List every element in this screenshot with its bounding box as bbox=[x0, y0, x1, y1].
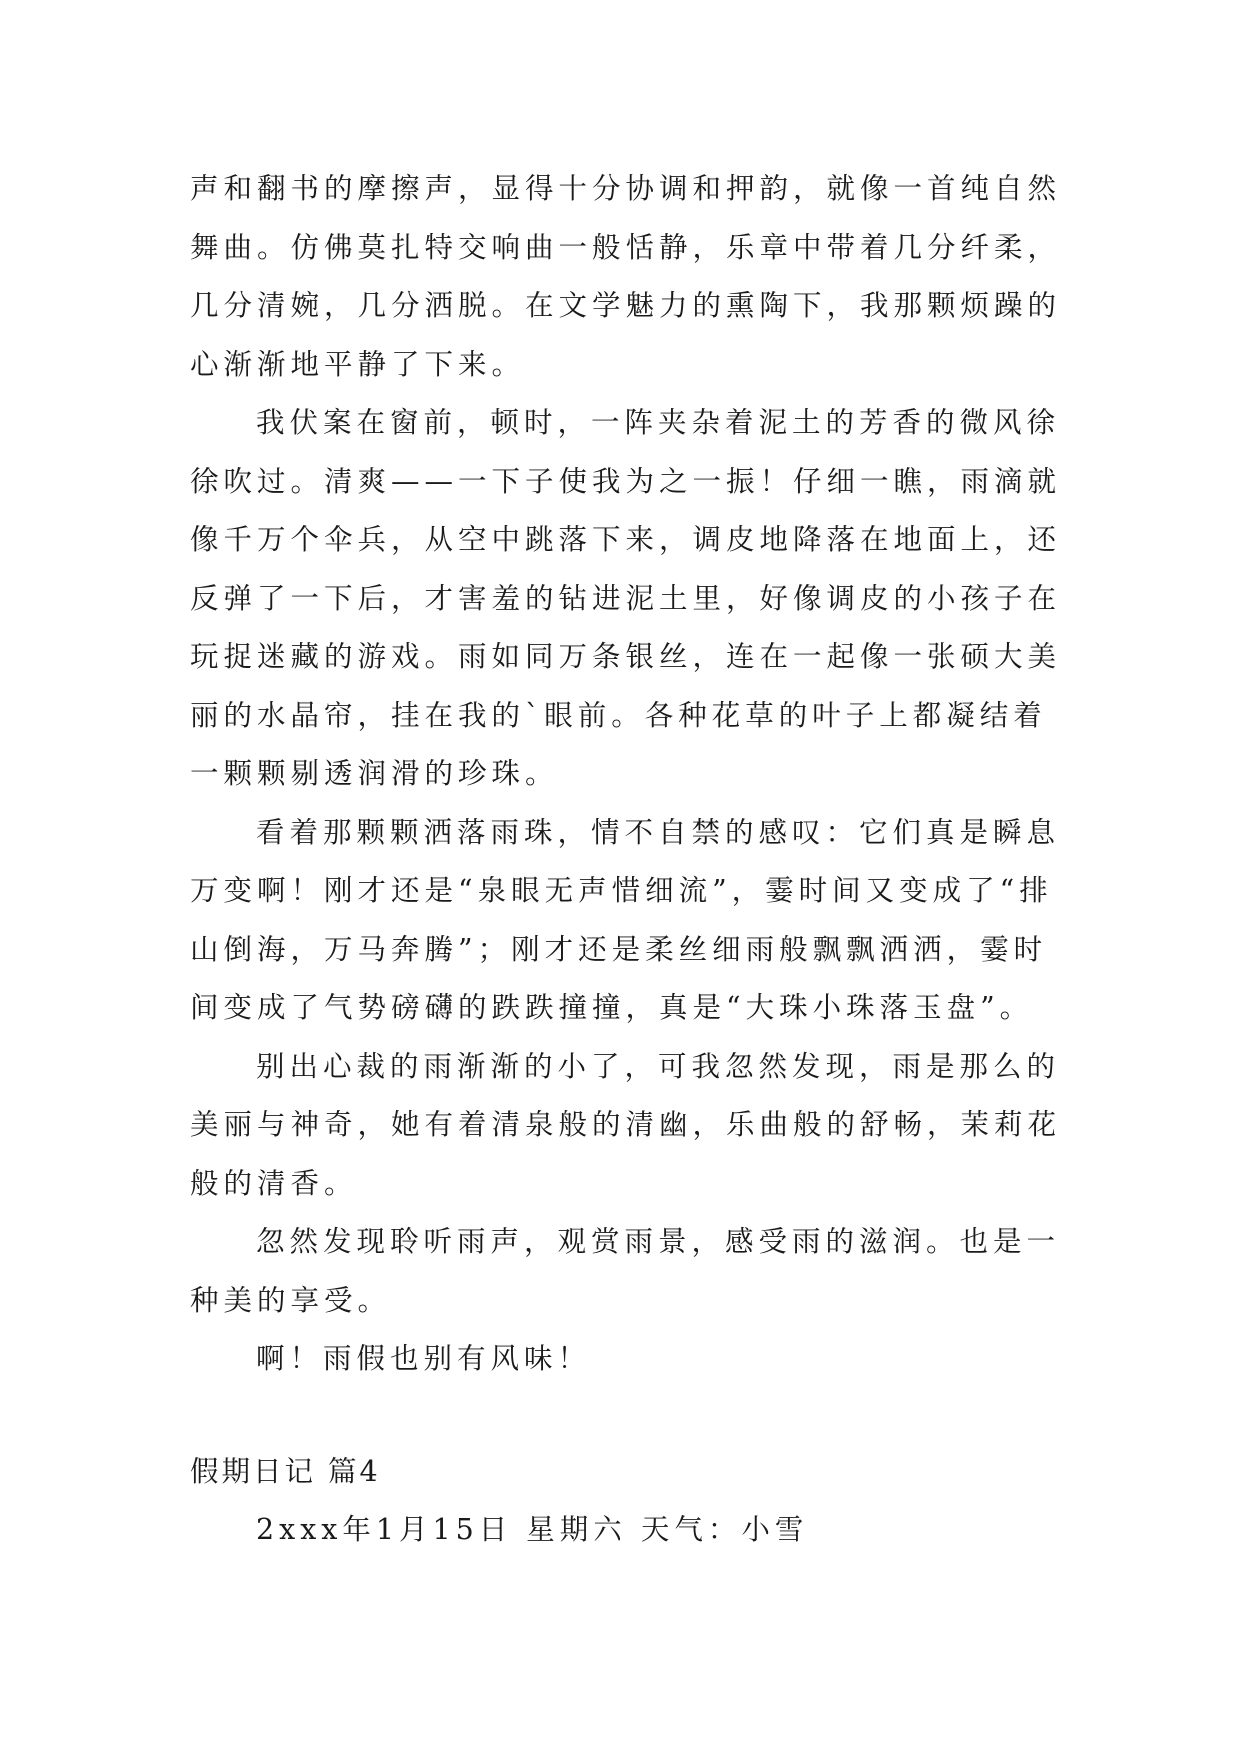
paragraph-1 bbox=[190, 160, 1060, 394]
text-line: 我伏案在窗前，顿时，一阵夹杂着泥土的芳香的微风徐 bbox=[256, 406, 1061, 439]
text-line: 几分清婉，几分洒脱。在文学魅力的熏陶下，我那颗烦躁的 bbox=[190, 289, 1062, 322]
text-line: 别出心裁的雨渐渐的小了，可我忽然发现，雨是那么的 bbox=[256, 1049, 1061, 1083]
text-line: 啊！雨假也别有风味！ bbox=[256, 1342, 592, 1375]
section-spacer bbox=[190, 1389, 1060, 1443]
section-heading: 假期日记 篇4 bbox=[190, 1454, 381, 1488]
text-line: 像千万个伞兵，从空中跳落下来，调皮地降落在地面上，还 bbox=[190, 523, 1062, 556]
paragraph-4 bbox=[190, 1038, 1060, 1214]
text-line: 一颗颗剔透润滑的珍珠。 bbox=[190, 757, 559, 790]
paragraph-3 bbox=[190, 804, 1060, 1038]
text-line: 间变成了气势磅礴的跌跌撞撞，真是“大珠小珠落玉盘”。 bbox=[190, 991, 1034, 1024]
paragraph-6 bbox=[190, 1330, 1060, 1389]
document-page bbox=[190, 160, 1060, 1559]
text-line: 丽的水晶帘，挂在我的`眼前。各种花草的叶子上都凝结着 bbox=[190, 698, 1047, 732]
text-line: 徐吹过。清爽——一下子使我为之一振！仔细一瞧，雨滴就 bbox=[190, 464, 1062, 498]
text-line: 种美的享受。 bbox=[190, 1283, 392, 1317]
text-line: 忽然发现聆听雨声，观赏雨景，感受雨的滋润。也是一 bbox=[256, 1225, 1061, 1258]
entry-date-line: 2xxx年1月15日 星期六 天气：小雪 bbox=[256, 1512, 809, 1546]
paragraph-2 bbox=[190, 394, 1060, 804]
text-line: 般的清香。 bbox=[190, 1166, 358, 1200]
text-line: 声和翻书的摩擦声，显得十分协调和押韵，就像一首纯自然 bbox=[190, 172, 1062, 205]
text-line: 美丽与神奇，她有着清泉般的清幽，乐曲般的舒畅，茉莉花 bbox=[190, 1108, 1062, 1141]
text-line: 山倒海，万马奔腾”；刚才还是柔丝细雨般飘飘洒洒，霎时 bbox=[190, 932, 1048, 966]
text-line: 万变啊！刚才还是“泉眼无声惜细流”，霎时间又变成了“排 bbox=[190, 874, 1053, 907]
text-line: 看着那颗颗洒落雨珠，情不自禁的感叹：它们真是瞬息 bbox=[256, 815, 1061, 849]
text-line: 反弹了一下后，才害羞的钻进泥土里，好像调皮的小孩子在 bbox=[190, 581, 1062, 615]
paragraph-5 bbox=[190, 1213, 1060, 1330]
text-line: 舞曲。仿佛莫扎特交响曲一般恬静，乐章中带着几分纤柔， bbox=[190, 230, 1062, 264]
text-line: 心渐渐地平静了下来。 bbox=[190, 347, 526, 381]
text-line: 玩捉迷藏的游戏。雨如同万条银丝，连在一起像一张硕大美 bbox=[190, 640, 1062, 673]
